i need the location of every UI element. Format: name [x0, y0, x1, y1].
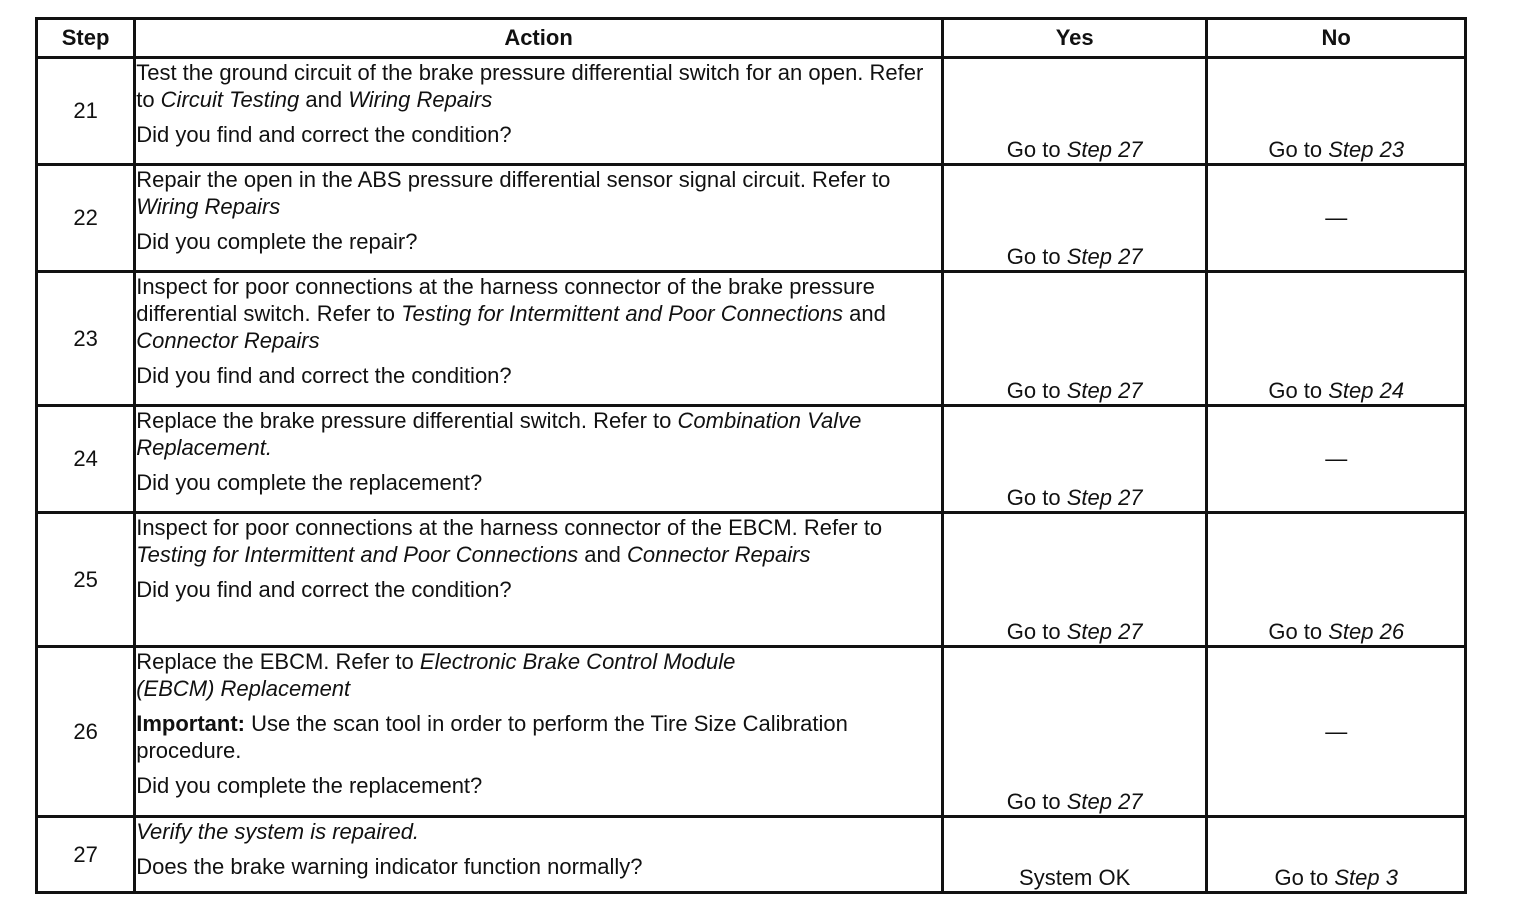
step-number: 22 — [37, 165, 135, 272]
action-text: Inspect for poor connections at the harness connector of the brake pressure differential switch. Refer to Testing for Intermittent and Poor Connections and Connector Repairs — [136, 274, 886, 353]
table-row — [37, 406, 1466, 513]
no-cell — [1207, 647, 1466, 817]
action-cell — [135, 513, 943, 647]
no-cell — [1207, 406, 1466, 513]
important-note: Important: Use the scan tool in order to perform the Tire Size Calibration procedure. — [136, 711, 848, 763]
action-text: Verify the system is repaired. — [136, 819, 420, 844]
step-number: 26 — [37, 647, 135, 817]
step-reference: Step 27 — [1066, 789, 1143, 814]
action-question: Did you complete the replacement? — [136, 773, 483, 798]
yes-result: System OK — [1019, 865, 1131, 890]
action-cell — [135, 272, 943, 406]
table-row — [37, 647, 1466, 817]
step-number: 23 — [37, 272, 135, 406]
step-reference: Step 27 — [1066, 619, 1143, 644]
action-cell — [135, 406, 943, 513]
action-question: Did you find and correct the condition? — [136, 577, 512, 602]
action-text: Replace the EBCM. Refer to Electronic Brake Control Module (EBCM) Replacement — [136, 649, 736, 701]
header-step: Step — [37, 19, 135, 58]
table-row — [37, 165, 1466, 272]
reference-link: Testing for Intermittent and Poor Connections — [401, 301, 844, 326]
diagnostic-table — [35, 17, 1467, 894]
no-cell — [1207, 165, 1466, 272]
important-label: Important: — [136, 711, 245, 736]
yes-cell: Go to Step 27 — [942, 58, 1207, 165]
step-reference: Step 23 — [1328, 137, 1405, 162]
action-text: Replace the brake pressure differential switch. Refer to Combination Valve Replacement. — [136, 408, 862, 460]
step-number: 25 — [37, 513, 135, 647]
reference-link: Electronic Brake Control Module (EBCM) Replacement — [136, 649, 736, 701]
reference-link: Wiring Repairs — [136, 194, 281, 219]
step-reference: Step 27 — [1066, 378, 1143, 403]
no-cell: Go to Step 3 — [1207, 817, 1466, 893]
action-cell — [135, 817, 943, 893]
action-text: Test the ground circuit of the brake pressure differential switch for an open. Refer to Circuit Testing and Wiring Repairs — [136, 60, 924, 112]
action-cell — [135, 58, 943, 165]
step-reference: Step 27 — [1066, 137, 1143, 162]
action-cell — [135, 165, 943, 272]
no-cell: Go to Step 24 — [1207, 272, 1466, 406]
table-row — [37, 817, 1466, 893]
header-action: Action — [135, 19, 943, 58]
header-yes: Yes — [942, 19, 1207, 58]
table-row — [37, 513, 1466, 647]
reference-link: Connector Repairs — [136, 328, 320, 353]
action-text: Inspect for poor connections at the harness connector of the EBCM. Refer to Testing for Intermittent and Poor Connections and Connector Repairs — [136, 515, 883, 567]
table-row — [37, 272, 1466, 406]
step-reference: Step 26 — [1328, 619, 1405, 644]
yes-cell: Go to Step 27 — [942, 647, 1207, 817]
no-cell: Go to Step 26 — [1207, 513, 1466, 647]
reference-link: Circuit Testing — [160, 87, 300, 112]
step-reference: Step 27 — [1066, 485, 1143, 510]
action-question: Did you find and correct the condition? — [136, 122, 512, 147]
action-question: Did you find and correct the condition? — [136, 363, 512, 388]
action-question: Did you complete the repair? — [136, 229, 418, 254]
yes-cell: Go to Step 27 — [942, 272, 1207, 406]
action-question: Does the brake warning indicator function normally? — [136, 854, 643, 879]
action-cell — [135, 647, 943, 817]
reference-link: Wiring Repairs — [348, 87, 493, 112]
step-number: 27 — [37, 817, 135, 893]
yes-cell: Go to Step 27 — [942, 406, 1207, 513]
yes-cell: Go to Step 27 — [942, 165, 1207, 272]
action-text: Repair the open in the ABS pressure differential sensor signal circuit. Refer to Wiring Repairs — [136, 167, 891, 219]
not-applicable-dash: — — [1325, 446, 1348, 471]
reference-link: Testing for Intermittent and Poor Connections — [136, 542, 579, 567]
header-no: No — [1207, 19, 1466, 58]
header-row — [37, 19, 1466, 58]
action-question: Did you complete the replacement? — [136, 470, 483, 495]
not-applicable-dash: — — [1325, 205, 1348, 230]
step-number: 21 — [37, 58, 135, 165]
yes-cell — [942, 817, 1207, 893]
table-row — [37, 58, 1466, 165]
yes-cell: Go to Step 27 — [942, 513, 1207, 647]
step-reference: Step 24 — [1328, 378, 1405, 403]
step-number: 24 — [37, 406, 135, 513]
step-reference: Step 27 — [1066, 244, 1143, 269]
step-reference: Step 3 — [1334, 865, 1398, 890]
not-applicable-dash: — — [1325, 718, 1348, 744]
reference-link: Combination Valve Replacement. — [136, 408, 862, 460]
no-cell: Go to Step 23 — [1207, 58, 1466, 165]
reference-link: Connector Repairs — [627, 542, 811, 567]
